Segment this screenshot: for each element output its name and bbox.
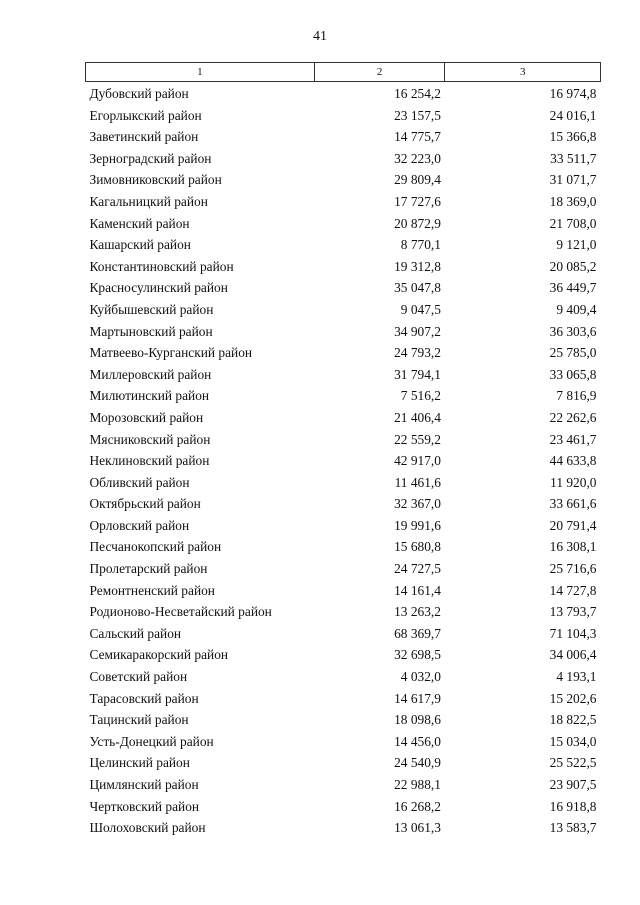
table-row <box>86 385 601 407</box>
table-row <box>86 817 601 839</box>
value-col-3-cell: 25 716,6 <box>549 561 597 577</box>
value-col-3-cell: 20 085,2 <box>549 258 597 274</box>
value-col-3-cell: 16 918,8 <box>549 798 597 814</box>
column-header-2: 2 <box>314 63 445 82</box>
value-col-2-cell: 32 698,5 <box>394 647 441 663</box>
table-row <box>86 774 601 796</box>
value-col-2-cell: 15 680,8 <box>394 539 441 555</box>
district-name-cell: Зимовниковский район <box>89 172 222 188</box>
value-col-2-cell: 14 456,0 <box>394 733 441 749</box>
value-col-2-cell: 13 061,3 <box>394 820 441 836</box>
value-col-2-cell: 14 775,7 <box>394 129 441 145</box>
table-row <box>86 364 601 386</box>
table-row <box>86 169 601 191</box>
value-col-2-cell: 32 367,0 <box>394 496 441 512</box>
value-col-2-cell: 11 461,6 <box>394 474 441 490</box>
value-col-3-cell: 7 816,9 <box>556 388 597 404</box>
value-col-2-cell: 14 617,9 <box>394 690 441 706</box>
value-col-2-cell: 68 369,7 <box>394 625 441 641</box>
district-name-cell: Октябрьский район <box>89 496 201 512</box>
district-name-cell: Ремонтненский район <box>89 582 215 598</box>
value-col-3-cell: 11 920,0 <box>550 474 597 490</box>
table-row <box>86 82 601 105</box>
district-name-cell: Тацинский район <box>89 712 189 728</box>
value-col-3-cell: 16 974,8 <box>549 86 597 101</box>
district-name-cell: Миллеровский район <box>89 366 212 382</box>
district-name-cell: Семикаракорский район <box>89 647 229 663</box>
value-col-3-cell: 20 791,4 <box>549 517 597 533</box>
table-header-row <box>86 63 601 82</box>
value-col-2-cell: 22 988,1 <box>394 777 441 792</box>
value-col-3-cell: 13 793,7 <box>549 604 597 620</box>
value-col-2-cell: 22 559,2 <box>394 431 441 447</box>
value-col-3-cell: 23 461,7 <box>549 431 597 447</box>
district-name-cell: Заветинский район <box>89 129 199 145</box>
value-col-2-cell: 13 263,2 <box>394 604 441 620</box>
table-row <box>86 515 601 537</box>
page-number: 41 <box>313 29 327 44</box>
value-col-3-cell: 36 303,6 <box>549 323 597 339</box>
value-col-2-cell: 19 991,6 <box>394 517 441 533</box>
value-col-3-cell: 25 785,0 <box>549 345 597 361</box>
table-row <box>86 688 601 710</box>
district-name-cell: Милютинский район <box>89 388 210 404</box>
value-col-3-cell: 16 308,1 <box>549 539 597 555</box>
value-col-3-cell: 31 071,7 <box>549 172 597 188</box>
value-col-2-cell: 9 047,5 <box>400 301 441 317</box>
value-col-3-cell: 36 449,7 <box>549 280 597 296</box>
district-name-cell: Усть-Донецкий район <box>89 733 214 749</box>
value-col-2-cell: 8 770,1 <box>400 237 441 253</box>
table-row <box>86 299 601 321</box>
value-col-3-cell: 15 202,6 <box>549 690 597 706</box>
table-row <box>86 493 601 515</box>
table-row <box>86 148 601 170</box>
table-row <box>86 623 601 645</box>
value-col-2-cell: 18 098,6 <box>394 712 441 728</box>
table-row <box>86 342 601 364</box>
district-name-cell: Шолоховский район <box>89 820 206 836</box>
district-name-cell: Чертковский район <box>89 798 200 814</box>
table-row <box>86 731 601 753</box>
district-name-cell: Морозовский район <box>89 409 204 425</box>
district-name-cell: Матвеево-Курганский район <box>89 345 253 361</box>
value-col-3-cell: 15 034,0 <box>549 733 597 749</box>
table-row <box>86 580 601 602</box>
value-col-2-cell: 19 312,8 <box>394 258 441 274</box>
column-header-1: 1 <box>86 63 315 82</box>
value-col-3-cell: 15 366,8 <box>549 129 597 145</box>
value-col-3-cell: 34 006,4 <box>549 647 597 663</box>
value-col-3-cell: 4 193,1 <box>556 669 597 685</box>
value-col-2-cell: 21 406,4 <box>394 409 441 425</box>
value-col-2-cell: 14 161,4 <box>394 582 441 598</box>
table-row <box>86 450 601 472</box>
value-col-2-cell: 16 268,2 <box>394 798 441 814</box>
district-name-cell: Цимлянский район <box>89 777 199 792</box>
value-col-3-cell: 44 633,8 <box>549 453 597 469</box>
table-row <box>86 407 601 429</box>
value-col-3-cell: 14 727,8 <box>549 582 597 598</box>
district-name-cell: Куйбышевский район <box>89 301 214 317</box>
table-row <box>86 213 601 235</box>
value-col-2-cell: 17 727,6 <box>394 193 441 209</box>
value-col-2-cell: 24 793,2 <box>394 345 441 361</box>
table-row <box>86 558 601 580</box>
table-row <box>86 256 601 278</box>
value-col-3-cell: 33 065,8 <box>549 366 597 382</box>
table-row <box>86 429 601 451</box>
column-header-3: 3 <box>445 63 601 82</box>
table-row <box>86 601 601 623</box>
value-col-3-cell: 9 121,0 <box>556 237 597 253</box>
value-col-3-cell: 13 583,7 <box>549 820 597 836</box>
value-col-2-cell: 16 254,2 <box>394 86 441 101</box>
district-name-cell: Дубовский район <box>89 86 189 101</box>
value-col-2-cell: 24 540,9 <box>394 755 441 771</box>
value-col-2-cell: 34 907,2 <box>394 323 441 339</box>
value-col-3-cell: 71 104,3 <box>549 625 597 641</box>
district-name-cell: Мясниковский район <box>89 431 211 447</box>
table-body <box>86 82 601 839</box>
value-col-2-cell: 20 872,9 <box>394 215 441 231</box>
table-row <box>86 105 601 127</box>
value-col-3-cell: 9 409,4 <box>556 301 597 317</box>
district-name-cell: Сальский район <box>89 625 182 641</box>
district-name-cell: Обливский район <box>89 474 190 490</box>
table-row <box>86 321 601 343</box>
district-name-cell: Тарасовский район <box>89 690 199 706</box>
value-col-2-cell: 32 223,0 <box>394 150 441 166</box>
value-col-3-cell: 22 262,6 <box>549 409 597 425</box>
value-col-2-cell: 35 047,8 <box>394 280 441 296</box>
value-col-3-cell: 24 016,1 <box>549 107 597 123</box>
table-row <box>86 752 601 774</box>
table-row <box>86 796 601 818</box>
table-row <box>86 191 601 213</box>
district-name-cell: Каменский район <box>89 215 190 231</box>
district-table <box>85 62 601 839</box>
district-name-cell: Советский район <box>89 669 188 685</box>
value-col-2-cell: 31 794,1 <box>394 366 441 382</box>
table-row <box>86 234 601 256</box>
district-name-cell: Пролетарский район <box>89 561 208 577</box>
table-row <box>86 536 601 558</box>
district-name-cell: Красносулинский район <box>89 280 228 296</box>
table-row <box>86 472 601 494</box>
table-row <box>86 666 601 688</box>
district-name-cell: Кагальницкий район <box>89 193 208 209</box>
table-row <box>86 126 601 148</box>
value-col-2-cell: 4 032,0 <box>400 669 441 685</box>
district-name-cell: Кашарский район <box>89 237 191 253</box>
table-row <box>86 709 601 731</box>
value-col-3-cell: 21 708,0 <box>549 215 597 231</box>
value-col-3-cell: 33 661,6 <box>549 496 597 512</box>
value-col-2-cell: 23 157,5 <box>394 107 441 123</box>
value-col-3-cell: 25 522,5 <box>549 755 597 771</box>
district-name-cell: Константиновский район <box>89 258 234 274</box>
value-col-2-cell: 29 809,4 <box>394 172 441 188</box>
district-name-cell: Мартыновский район <box>89 323 213 339</box>
table-row <box>86 644 601 666</box>
district-name-cell: Егорлыкский район <box>89 107 202 123</box>
district-name-cell: Неклиновский район <box>89 453 210 469</box>
value-col-2-cell: 42 917,0 <box>394 453 441 469</box>
district-name-cell: Орловский район <box>89 517 190 533</box>
district-name-cell: Целинский район <box>89 755 190 771</box>
value-col-3-cell: 33 511,7 <box>550 150 597 166</box>
value-col-3-cell: 23 907,5 <box>549 777 597 792</box>
table-row <box>86 277 601 299</box>
value-col-2-cell: 7 516,2 <box>400 388 441 404</box>
value-col-3-cell: 18 822,5 <box>549 712 597 728</box>
district-name-cell: Песчанокопский район <box>89 539 222 555</box>
value-col-3-cell: 18 369,0 <box>549 193 597 209</box>
district-name-cell: Зерноградский район <box>89 150 212 166</box>
district-name-cell: Родионово-Несветайский район <box>89 604 272 620</box>
value-col-2-cell: 24 727,5 <box>394 561 441 577</box>
